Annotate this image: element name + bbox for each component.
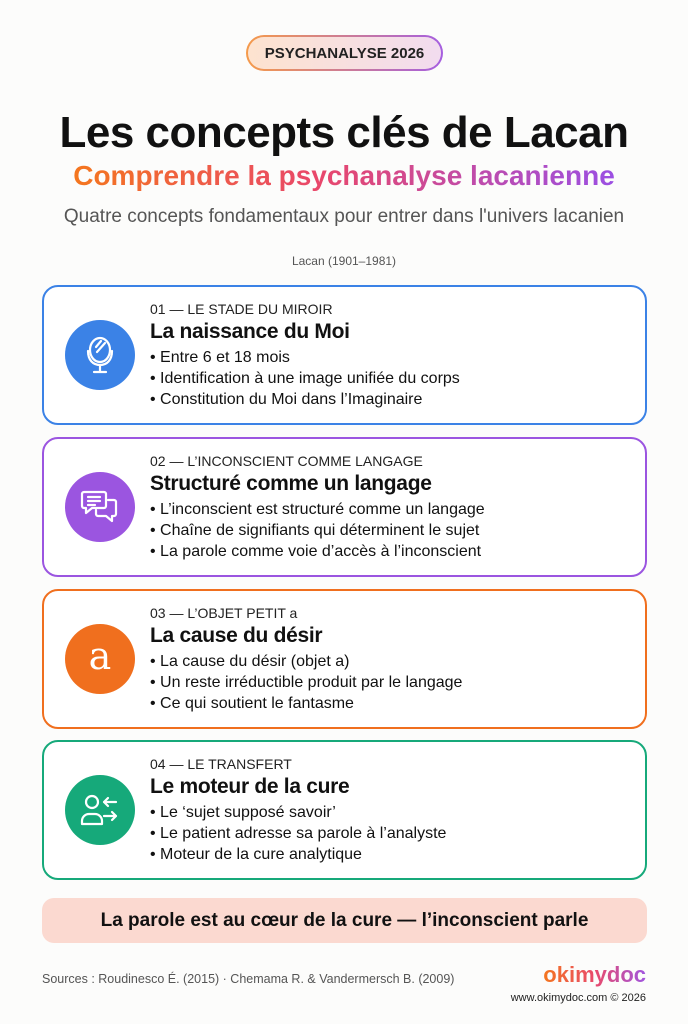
bullet: • Constitution du Moi dans l’Imaginaire <box>150 389 460 410</box>
card-heading: Le moteur de la cure <box>150 775 350 798</box>
key-message-banner: La parole est au cœur de la cure — l’inconscient parle <box>42 898 647 943</box>
bullet: • Le ‘sujet supposé savoir’ <box>150 802 446 823</box>
mirror-icon <box>65 320 135 390</box>
brand-logo: okimydoc <box>543 962 646 987</box>
subtitle-text: Comprendre la psychanalyse lacanienne <box>73 160 615 191</box>
bullet: • Le patient adresse sa parole à l’analyste <box>150 823 446 844</box>
speech-bubbles-icon <box>65 472 135 542</box>
bullet: • Identification à une image unifiée du corps <box>150 368 460 389</box>
concept-card-2 <box>42 437 647 577</box>
category-badge: PSYCHANALYSE 2026 <box>246 35 443 71</box>
bullet: • La parole comme voie d’accès à l’inconscient <box>150 541 485 562</box>
card-kicker: 03 — L’OBJET PETIT a <box>150 605 298 621</box>
card-kicker: 04 — LE TRANSFERT <box>150 756 292 772</box>
card-heading: La cause du désir <box>150 624 323 647</box>
bullet: • L’inconscient est structuré comme un langage <box>150 499 485 520</box>
card-kicker: 01 — LE STADE DU MIROIR <box>150 301 333 317</box>
concept-card-4 <box>42 740 647 880</box>
bullet: • Un reste irréductible produit par le langage <box>150 672 462 693</box>
bullet: • La cause du désir (objet a) <box>150 651 462 672</box>
letter-a-icon: a <box>65 624 135 694</box>
page-subtitle <box>0 160 688 192</box>
page-title: Les concepts clés de Lacan <box>59 108 629 157</box>
card-heading: Structuré comme un langage <box>150 472 432 495</box>
bullet: • Ce qui soutient le fantasme <box>150 693 462 714</box>
person-transfer-icon <box>65 775 135 845</box>
tagline: Quatre concepts fondamentaux pour entrer dans l'univers lacanien <box>63 206 625 227</box>
card-heading: La naissance du Moi <box>150 320 350 343</box>
concept-card-3 <box>42 589 647 729</box>
bullet: • Chaîne de signifiants qui déterminent le sujet <box>150 520 485 541</box>
card-kicker: 02 — L’INCONSCIENT COMME LANGAGE <box>150 453 423 469</box>
concept-card-1 <box>42 285 647 425</box>
bullet: • Entre 6 et 18 mois <box>150 347 460 368</box>
lacan-dates: Lacan (1901–1981) <box>291 254 397 268</box>
bullet: • Moteur de la cure analytique <box>150 844 446 865</box>
site-copyright: www.okimydoc.com © 2026 <box>510 992 646 1004</box>
sources: Sources : Roudinesco É. (2015) · Chemama R. & Vandermersch B. (2009) <box>42 972 455 986</box>
